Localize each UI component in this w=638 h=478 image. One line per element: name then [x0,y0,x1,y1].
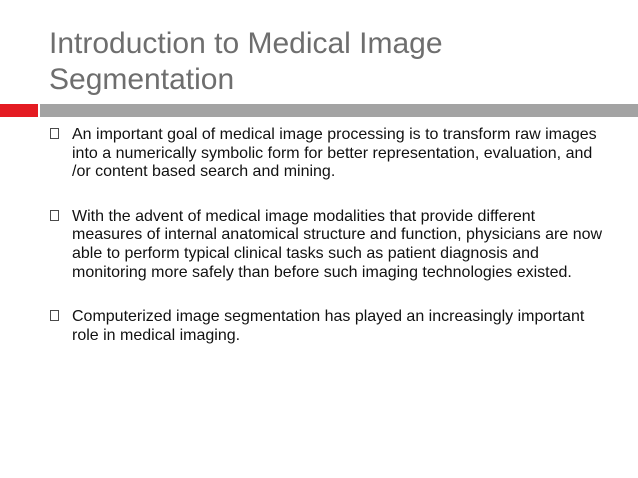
bullet-text-1: An important goal of medical image processing is to transform raw images into a numerically symbolic form for better representation, evaluation, and /or content based search and mining. [72,126,597,181]
bullet-list [49,126,609,345]
bullet-text-2: With the advent of medical image modalities that provide different measures of internal anatomical structure and function, physicians are now able to perform typical clinical tasks such as patient diagnosis and monitoring more safely than before such imaging technologies existed. [72,207,603,281]
bullet-text-3: Computerized image segmentation has played an increasingly important role in medical imaging. [72,308,585,344]
square-bullet-icon [50,210,59,221]
bullet-item-1 [49,126,609,182]
title-accent-bar [0,104,38,117]
square-bullet-icon [50,310,59,321]
slide-title: Introduction to Medical Image Segmentation [49,27,443,96]
bullet-item-2 [49,208,609,282]
bullet-item-3 [49,308,609,345]
square-bullet-icon [50,128,59,139]
title-divider-bar [40,104,638,117]
